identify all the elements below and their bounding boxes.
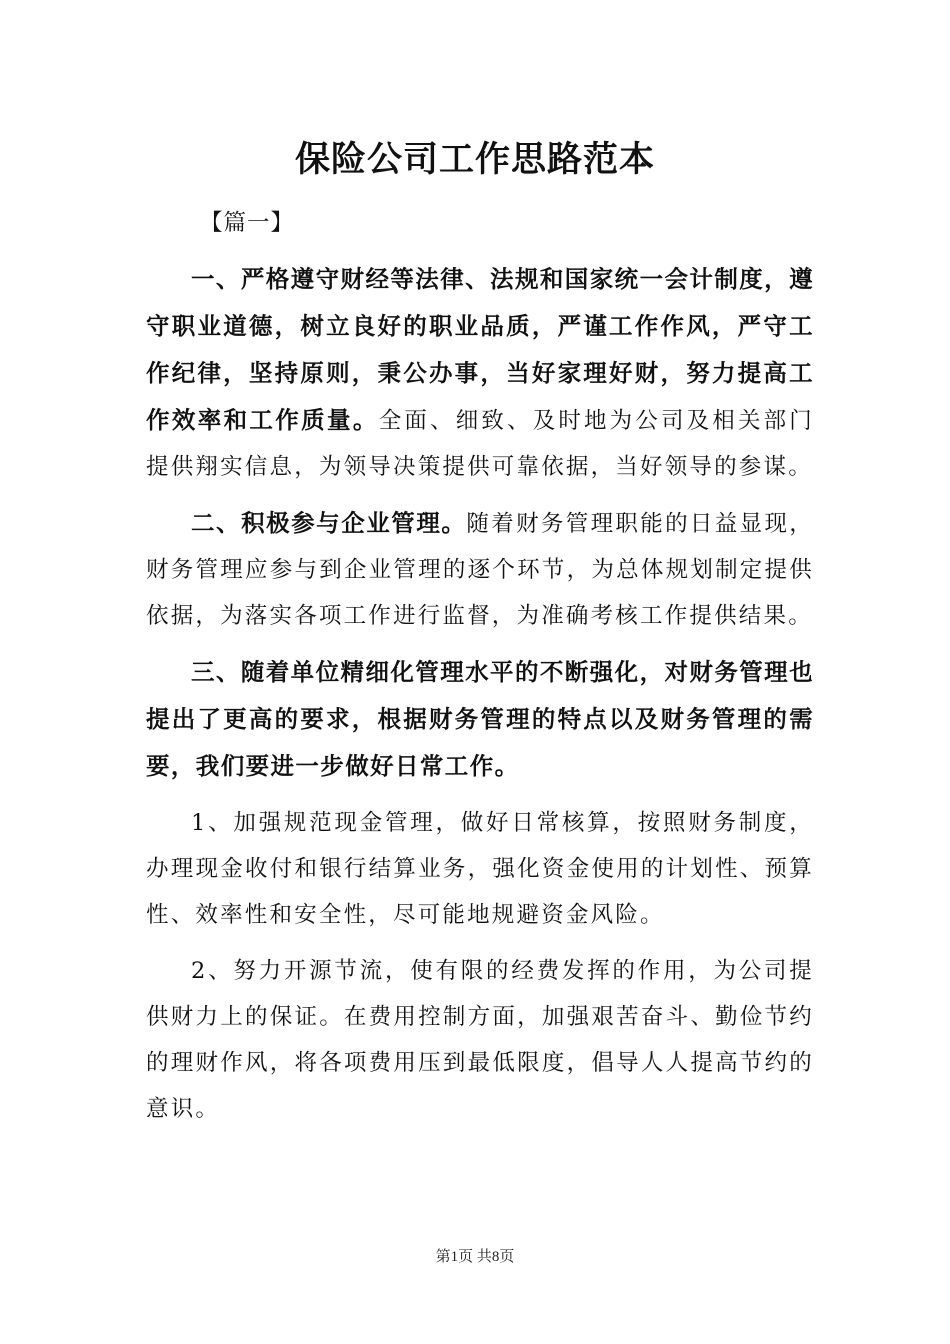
paragraph-1-text: 全面、细致、及时地为公司及相关部门提供翔实信息，为领导决策提供可靠依据，当好领导的参谋。 <box>146 408 814 480</box>
paragraph-3-heading: 三、随着单位精细化管理水平的不断强化，对财务管理也提出了更高的要求，根据财务管理的特点以及财务管理的需要，我们要进一步做好日常工作。 <box>146 658 814 780</box>
paragraph-2 <box>146 500 814 639</box>
document-body <box>146 200 814 1132</box>
document-title: 保险公司工作思路范本 <box>294 140 655 180</box>
section-mark: 【篇一】 <box>200 210 295 236</box>
paragraph-3 <box>146 649 814 790</box>
list-item-2: 2、努力开源节流，使有限的经费发挥的作用，为公司提供财力上的保证。在费用控制方面，加强艰苦奋斗、勤俭节约的理财作风，将各项费用压到最低限度，倡导人人提高节约的意识。 <box>146 958 814 1122</box>
paragraph-1 <box>146 256 814 490</box>
paragraph-1-heading: 一、严格遵守财经等法律、法规和国家统一会计制度，遵守职业道德，树立良好的职业品质，严谨工作作风，严守工作纪律，坚持原则，秉公办事，当好家理好财，努力提高工作效率和工作质量。 <box>146 265 814 434</box>
paragraph-2-text: 随着财务管理职能的日益显现，财务管理应参与到企业管理的逐个环节，为总体规划制定提供依据，为落实各项工作进行监督，为准确考核工作提供结果。 <box>146 511 814 629</box>
page-number: 第1页 共8页 <box>435 1249 515 1265</box>
list-item-1: 1、加强规范现金管理，做好日常核算，按照财务制度，办理现金收付和银行结算业务，强化资金使用的计划性、预算性、效率性和安全性，尽可能地规避资金风险。 <box>146 810 814 928</box>
paragraph-2-heading: 二、积极参与企业管理。 <box>191 509 467 537</box>
